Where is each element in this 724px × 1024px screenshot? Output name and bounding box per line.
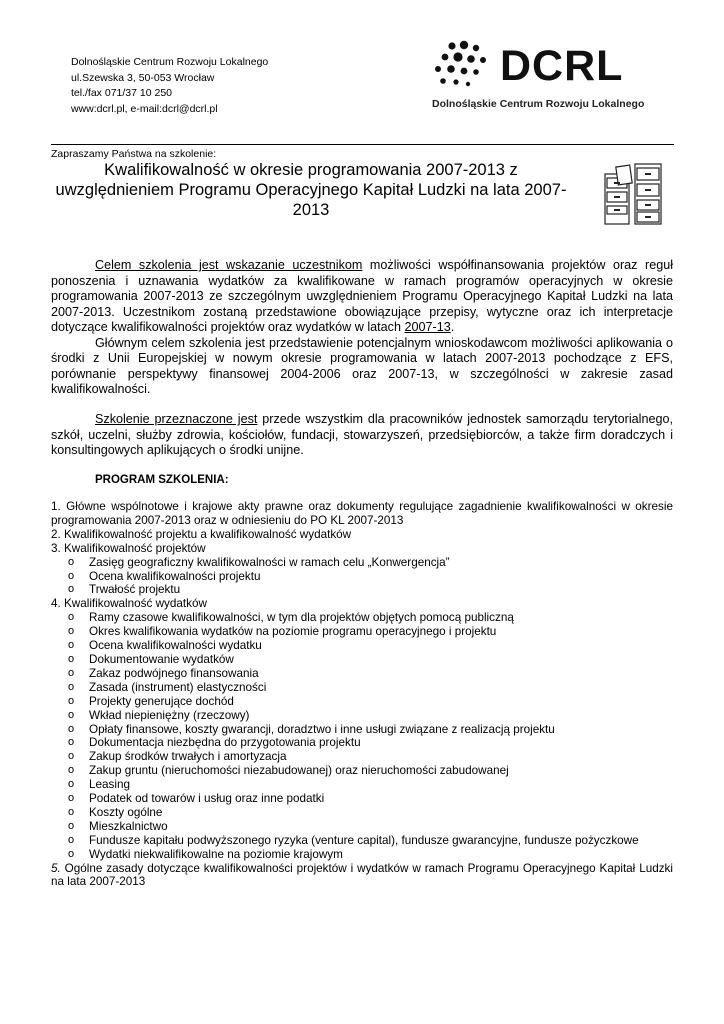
program-subitem	[51, 723, 673, 737]
program-subitem-text: Dokumentacja niezbędna do przygotowania projektu	[89, 736, 361, 750]
logo-wordmark: DCRL	[500, 42, 624, 90]
program-subitem	[51, 848, 673, 862]
program-subitem-text: Wkład niepieniężny (rzeczowy)	[89, 708, 250, 722]
bullet-icon: o	[68, 583, 75, 596]
program-item-5-text: Ogólne zasady dotyczące kwalifikowalności projektów i wydatków w ramach Programu Operacyjnego Kapitał Ludzki na lata 2007-2013	[51, 861, 673, 889]
program-subitem-text: Projekty generujące dochód	[89, 694, 234, 708]
audience-text: przede wszystkim dla pracowników jednostek samorządu terytorialnego, szkół, uczelni, służby zdrowia, kościołów, fundacji, stowarzyszeń, przedsiębiorców, a także firm doradczych i konsultingowych aplikujących o środki unijne.	[51, 412, 673, 457]
program-subitem-text: Trwałość projektu	[89, 583, 181, 597]
program-subitem-text: Dokumentowanie wydatków	[89, 652, 234, 666]
invitation-line: Zapraszamy Państwa na szkolenie:	[51, 148, 217, 160]
bullet-icon: o	[68, 652, 75, 665]
program-subitem-text: Wydatki niekwalifikowalne na poziomie krajowym	[89, 847, 343, 861]
bullet-icon: o	[68, 680, 75, 693]
org-name: Dolnośląskie Centrum Rozwoju Lokalnego	[71, 56, 269, 68]
program-subitem	[51, 736, 673, 750]
paragraph-audience	[51, 412, 673, 459]
filing-cabinet-icon	[603, 160, 663, 226]
audience-paragraph	[51, 412, 673, 459]
program-subitem-text: Mieszkalnictwo	[89, 819, 168, 833]
program-subitem	[51, 792, 673, 806]
program-subitem	[51, 556, 673, 570]
program-item-4: 4. Kwalifikowalność wydatków	[51, 597, 207, 611]
bullet-icon: o	[68, 708, 75, 721]
bullet-icon: o	[68, 611, 75, 624]
program-subitem	[51, 750, 673, 764]
goal-years: 2007-13	[404, 320, 451, 334]
program-subitem	[51, 639, 673, 653]
program-subitem	[51, 667, 673, 681]
bullet-icon: o	[68, 722, 75, 735]
program-subitem-text: Zakup gruntu (nieruchomości niezabudowanej) oraz nieruchomości zabudowanej	[89, 764, 509, 778]
program-item-3: 3. Kwalifikowalność projektów	[51, 541, 206, 555]
bullet-icon: o	[68, 625, 75, 638]
program-item-3-subitems	[51, 556, 673, 598]
program-subitem-text: Koszty ogólne	[89, 805, 163, 819]
bullet-icon: o	[68, 639, 75, 652]
program-subitem	[51, 764, 673, 778]
paragraph-goal	[51, 258, 673, 336]
program-outline	[51, 500, 673, 889]
bullet-icon: o	[68, 569, 75, 582]
program-item-1: 1. Główne wspólnotowe i krajowe akty prawne oraz dokumenty regulujące zagadnienie kwalifikowalności w okresie programowania 2007-2013 oraz w odniesieniu do PO KL 2007-2013	[51, 500, 673, 527]
program-subitem	[51, 583, 673, 597]
dcrl-logo	[432, 40, 662, 118]
bullet-icon: o	[68, 750, 75, 763]
program-subitem-text: Opłaty finansowe, koszty gwarancji, doradztwo i inne usługi związane z realizacją projektu	[89, 722, 555, 736]
program-subitem-text: Zakaz podwójnego finansowania	[89, 666, 259, 680]
program-subitem-text: Podatek od towarów i usług oraz inne podatki	[89, 792, 325, 806]
bullet-icon: o	[68, 819, 75, 832]
program-item-2: 2. Kwalifikowalność projektu a kwalifikowalność wydatków	[51, 527, 352, 541]
bullet-icon: o	[68, 694, 75, 707]
program-subitem-text: Zasada (instrument) elastyczności	[89, 680, 267, 694]
program-subitem	[51, 570, 673, 584]
program-subitem-text: Ocena kwalifikowalności projektu	[89, 569, 261, 583]
program-subitem	[51, 806, 673, 820]
org-phone: tel./fax 071/37 10 250	[71, 87, 172, 99]
program-subitem	[51, 820, 673, 834]
bullet-icon: o	[68, 805, 75, 818]
goal-end: .	[450, 320, 455, 334]
logo-subtitle: Dolnośląskie Centrum Rozwoju Lokalnego	[432, 98, 645, 110]
program-subitem-text: Zakup środków trwałych i amortyzacja	[89, 750, 287, 764]
bullet-icon: o	[68, 555, 75, 568]
program-subitem-text: Ramy czasowe kwalifikowalności, w tym dla projektów objętych pomocą publiczną	[89, 611, 514, 625]
intro-paragraphs	[51, 258, 673, 398]
header-divider	[51, 144, 674, 145]
program-heading: PROGRAM SZKOLENIA:	[95, 474, 229, 486]
bullet-icon: o	[68, 847, 75, 860]
logo-dots-icon	[432, 40, 496, 92]
program-item-4-subitems	[51, 611, 673, 861]
program-item-5	[51, 862, 673, 890]
bullet-icon: o	[68, 666, 75, 679]
program-subitem-text: Okres kwalifikowania wydatków na poziomie programu operacyjnego i projektu	[89, 625, 497, 639]
goal-text: możliwości współfinansowania projektów oraz reguł ponoszenia i uznawania wydatków za kwalifikowane w ramach programów operacyjnych w okresie programowania 2007-2013 ze szczególnym uwzględnieniem Programu Operacyjnego Kapitał Ludzki na lata 2007-2013. Uczestnikom zostaną przedstawione obowiązujące przepisy, wytyczne oraz ich interpretacje dotyczące kwalifikowalności projektów oraz wydatków w latach	[51, 258, 673, 334]
org-web-email: www:dcrl.pl, e-mail:dcrl@dcrl.pl	[71, 102, 218, 115]
audience-lead: Szkolenie przeznaczone jest	[95, 412, 258, 426]
program-subitem-text: Ocena kwalifikowalności wydatku	[89, 639, 262, 653]
contact-block	[71, 55, 268, 117]
program-subitem	[51, 695, 673, 709]
program-subitem	[51, 709, 673, 723]
program-subitem	[51, 625, 673, 639]
program-subitem-text: Leasing	[89, 778, 130, 792]
bullet-icon: o	[68, 778, 75, 791]
program-subitem	[51, 834, 673, 848]
bullet-icon: o	[68, 792, 75, 805]
bullet-icon: o	[68, 764, 75, 777]
bullet-icon: o	[68, 833, 75, 846]
program-subitem	[51, 611, 673, 625]
training-title: Kwalifikowalność w okresie programowania 2007-2013 z uwzględnieniem Programu Operacyjnego Kapitał Ludzki na lata 2007-2013	[55, 161, 567, 219]
program-item-5-number: 5.	[51, 861, 61, 875]
program-subitem-text: Zasięg geograficzny kwalifikowalności w ramach celu „Konwergencja”	[89, 555, 450, 569]
paragraph-main-goal: Głównym celem szkolenia jest przedstawienie potencjalnym wnioskodawcom możliwości aplikowania o środki z Unii Europejskiej w nowym okresie programowania w latach 2007-2013 pochodzące z EFS, porównanie perspektywy finansowej 2004-2006 oraz 2007-13, w szczególności w zakresie zasad kwalifikowalności.	[51, 335, 673, 396]
program-subitem-text: Fundusze kapitału podwyższonego ryzyka (venture capital), fundusze gwarancyjne, fundusze pożyczkowe	[89, 833, 639, 847]
program-subitem	[51, 653, 673, 667]
program-subitem	[51, 778, 673, 792]
org-address: ul.Szewska 3, 50-053 Wrocław	[71, 71, 215, 84]
program-subitem	[51, 681, 673, 695]
goal-lead: Celem szkolenia jest wskazanie uczestnikom	[95, 258, 363, 272]
bullet-icon: o	[68, 736, 75, 749]
